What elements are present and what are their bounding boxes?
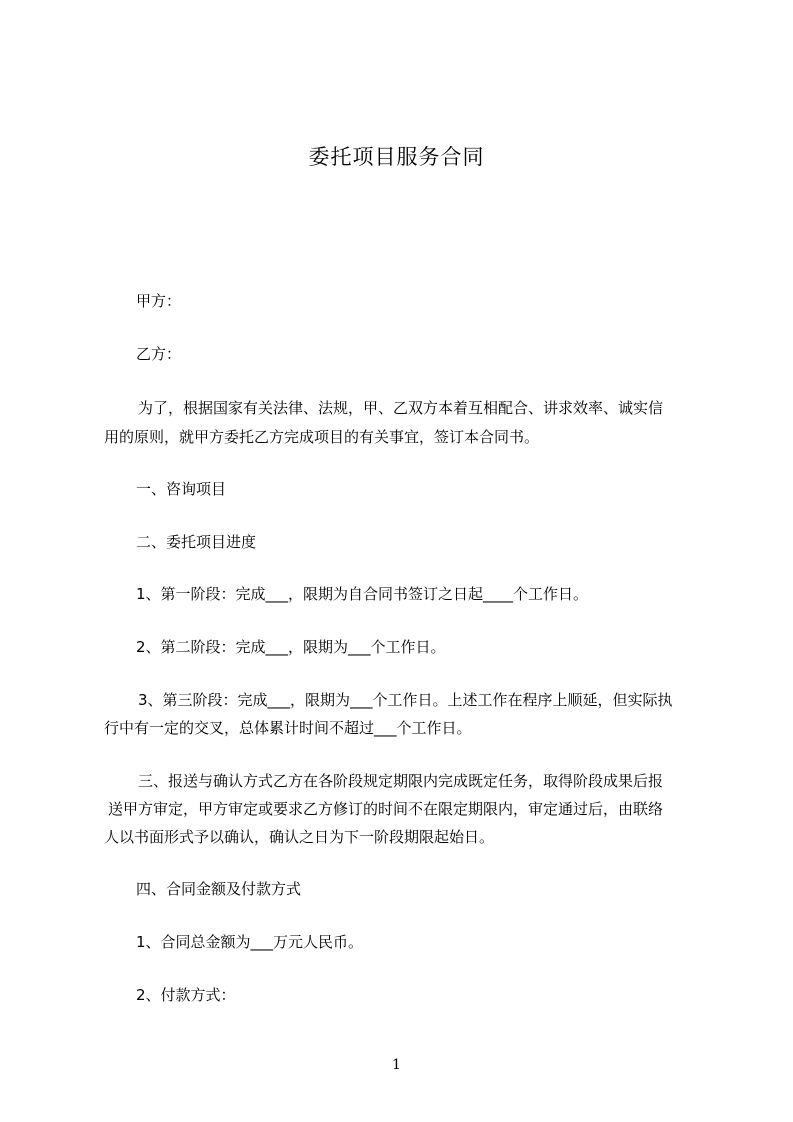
stage-3-line-2: 行中有一定的交叉，总体累计时间不超过___个工作日。: [104, 719, 472, 737]
section-heading-payment: 四、合同金额及付款方式: [136, 880, 302, 898]
intro-line-1: 为了，根据国家有关法律、法规，甲、乙双方本着互相配合、讲求效率、诚实信: [138, 399, 664, 417]
stage-2-text: 2、第二阶段：完成___，限期为___个工作日。: [136, 638, 446, 656]
party-a-label: 甲方：: [136, 292, 182, 310]
page-number: 1: [392, 1057, 401, 1073]
stage-3-line-1: 3、第三阶段：完成___，限期为___个工作日。上述工作在程序上顺延，但实际执: [138, 691, 673, 709]
party-b-label: 乙方：: [136, 345, 182, 363]
intro-line-2: 用的原则，就甲方委托乙方完成项目的有关事宜，签订本合同书。: [104, 428, 540, 446]
section-3-line-2: 送甲方审定，甲方审定或要求乙方修订的时间不在限定期限内，审定通过后，由联络: [108, 800, 664, 818]
section-heading-consulting: 一、咨询项目: [136, 480, 227, 498]
section-3-line-1: 三、报送与确认方式乙方在各阶段规定期限内完成既定任务，取得阶段成果后报: [138, 772, 664, 790]
stage-1-text: 1、第一阶段：完成___，限期为自合同书签订之日起____个工作日。: [136, 585, 589, 603]
section-heading-schedule: 二、委托项目进度: [136, 533, 257, 551]
payment-method-text: 2、付款方式：: [136, 986, 236, 1004]
section-3-line-3: 人以书面形式予以确认，确认之日为下一阶段期限起始日。: [104, 828, 495, 846]
contract-amount-text: 1、合同总金额为___万元人民币。: [136, 933, 364, 951]
document-title: 委托项目服务合同: [308, 145, 485, 169]
